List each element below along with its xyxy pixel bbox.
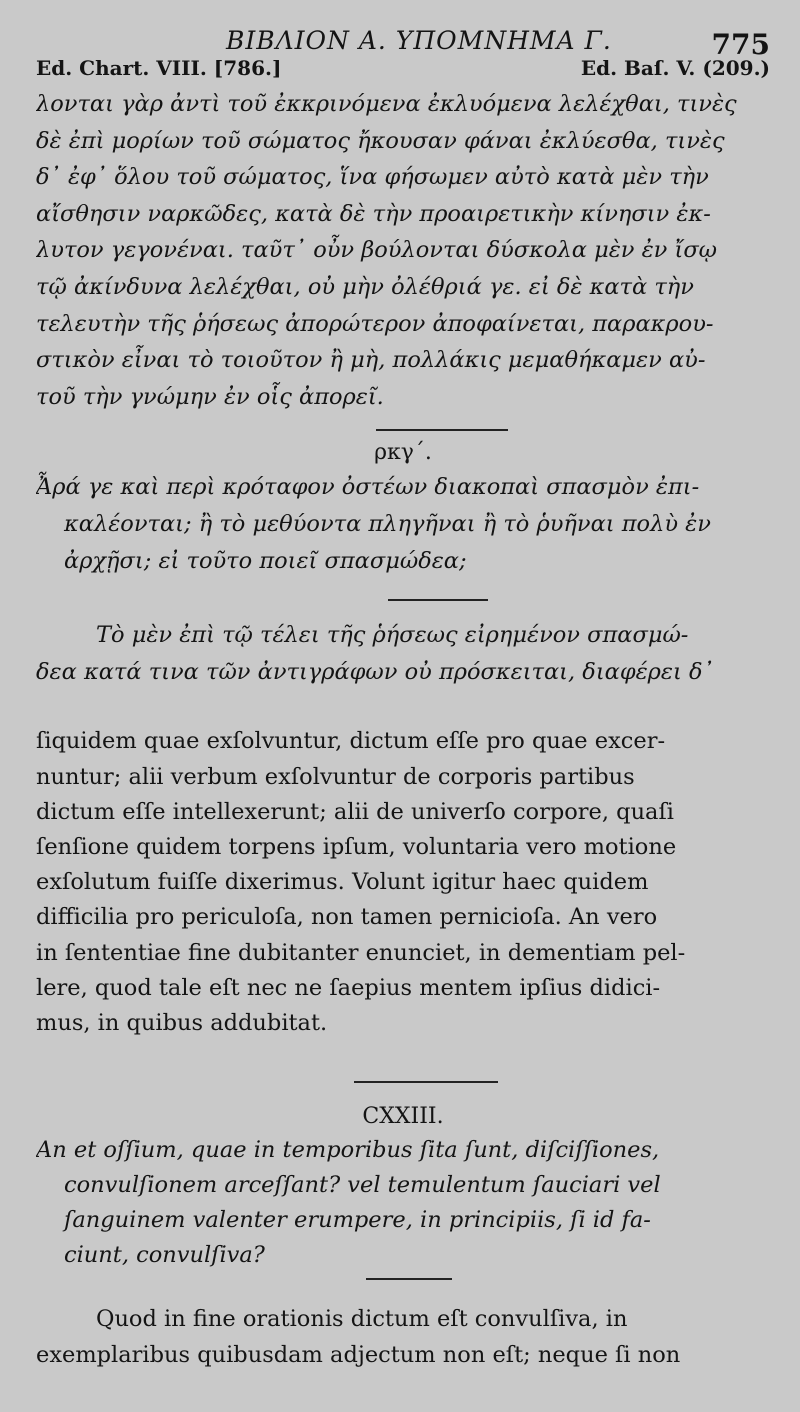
text-line: difficilia pro periculoſa, non tamen pernicioſa. An vero	[36, 904, 658, 931]
text-line: Quod in fine orationis dictum eſt convulſiva, in	[96, 1306, 628, 1333]
text-line: lere, quod tale eſt nec ne ſaepius mentem ipſius didici-	[36, 974, 661, 1001]
text-line: τοῦ τὴν γνώμην ἐν οἷς ἀπορεῖ.	[36, 383, 384, 410]
page-number: 775	[711, 28, 770, 61]
section-divider	[366, 1278, 452, 1280]
text-line: mus, in quibus addubitat.	[36, 1009, 328, 1036]
edition-left: Ed. Chart. VIII. [786.]	[36, 56, 282, 80]
text-line: Ἆρά γε καὶ περὶ κρόταφον ὀστέων διακοπαὶ σπασμὸν ἐπι-	[36, 474, 700, 501]
text-line: ciunt, convulſiva?	[64, 1241, 265, 1268]
text-line: exſolutum fuiſſe dixerimus. Volunt igitur haec quidem	[36, 869, 649, 896]
text-line: dictum eſſe intellexerunt; alii de univerſo corpore, quaſi	[36, 798, 674, 825]
greek-text	[36, 86, 770, 690]
text-line: in ſententiae fine dubitanter enunciet, in dementiam pel-	[36, 939, 686, 966]
text-line: ſenſione quidem torpens ipſum, voluntaria vero motione	[36, 833, 677, 860]
text-line: λονται γὰρ ἀντὶ τοῦ ἐκκρινόμενα ἐκλυόμενα λελέχθαι, τινὲς	[36, 91, 737, 117]
section-divider	[388, 599, 488, 601]
greek-paragraph-1	[36, 86, 770, 415]
running-head: ΒΙΒΛΙΟΝ Α. ΥΠΟΜΝΗΜΑ Γ.	[226, 26, 612, 55]
latin-paragraph-1	[36, 724, 770, 1041]
edition-right: Ed. Baſ. V. (209.)	[580, 56, 770, 80]
text-line: δὲ ἐπὶ μορίων τοῦ σώματος ἤκουσαν φάναι ἐκλύεσθα, τινὲς	[36, 127, 725, 154]
greek-question	[36, 469, 770, 579]
text-line: στικὸν εἶναι τὸ τοιοῦτον ἢ μὴ, πολλάκις μεμαθήκαμεν αὐ-	[36, 347, 706, 374]
latin-question-text	[36, 1133, 770, 1272]
greek-comment	[36, 617, 770, 690]
latin-section-number: CXXIII.	[362, 1104, 444, 1130]
text-line: τῷ ἀκίνδυνα λελέχθαι, οὐ μὴν ὀλέθριά γε. εἰ δὲ κατὰ τὴν	[36, 273, 694, 300]
page-header	[36, 18, 770, 61]
text-line: αἴσθησιν ναρκῶδες, κατὰ δὲ τὴν προαιρετικὴν κίνησιν ἐκ-	[36, 200, 711, 227]
text-line: ſiquidem quae exſolvuntur, dictum eſſe pro quae excer-	[36, 728, 666, 755]
text-line: ſanguinem valenter erumpere, in principiis, ſi id fa-	[64, 1206, 651, 1233]
section-divider	[376, 429, 508, 431]
edition-references	[36, 56, 770, 82]
text-line: τελευτὴν τῆς ῥήσεως ἀπορώτερον ἀποφαίνεται, παρακρου-	[36, 310, 714, 337]
latin-question	[36, 1133, 770, 1272]
latin-text	[36, 724, 770, 1372]
text-line: ἀρχῇσι; εἰ τοῦτο ποιεῖ σπασμώδεα;	[64, 547, 467, 574]
text-line: nuntur; alii verbum exſolvuntur de corporis partibus	[36, 763, 635, 790]
latin-comment	[36, 1302, 770, 1372]
text-line: exemplaribus quibusdam adjectum non eſt; neque ſi non	[36, 1341, 681, 1368]
text-line: καλέονται; ἢ τὸ μεθύοντα πληγῆναι ἢ τὸ ῥυῆναι πολὺ ἐν	[64, 510, 711, 537]
section-divider	[354, 1081, 498, 1083]
text-line: convulſionem arceſſant? vel temulentum ſauciari vel	[64, 1171, 661, 1198]
text-line: δεα κατά τινα τῶν ἀντιγράφων οὐ πρόσκειται, διαφέρει δ᾽	[36, 658, 714, 685]
text-line: An et oſſium, quae in temporibus ſita ſunt, diſciſſiones,	[36, 1137, 660, 1164]
text-line: Τὸ μὲν ἐπὶ τῷ τέλει τῆς ῥήσεως εἰρημένον σπασμώ-	[96, 622, 689, 649]
greek-section-number: ρκγ΄.	[374, 440, 432, 466]
text-line: λυτον γεγονέναι. ταῦτ᾽ οὖν βούλονται δύσκολα μὲν ἐν ἴσῳ	[36, 237, 718, 264]
text-line: δ᾽ ἐφ᾽ ὅλου τοῦ σώματος, ἵνα φήσωμεν αὐτὸ κατὰ μὲν τὴν	[36, 164, 709, 191]
